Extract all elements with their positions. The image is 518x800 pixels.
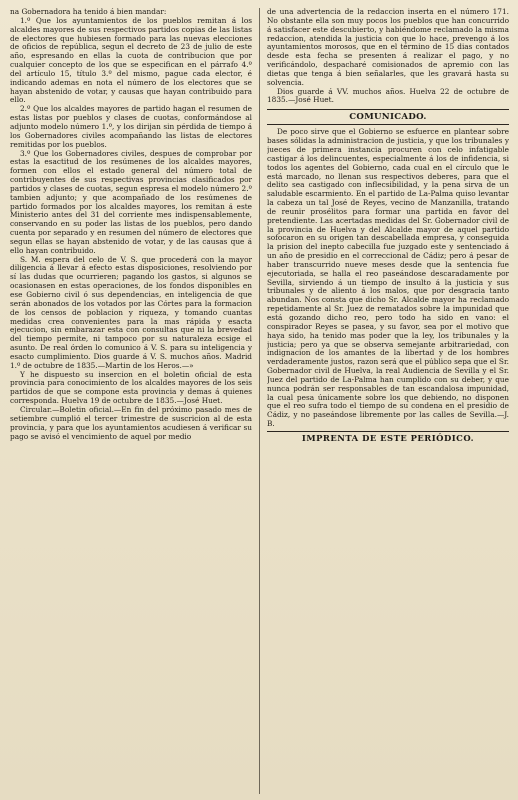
paragraph: Circular.—Boletin oficial.—En fin del próximo pasado mes de setiembre cumplió el tercer trimestre de suscricion al de esta provincia, y para que los ayuntamientos acudiesen á verificar su pago se avisó el vencimiento de aquel por medio [10,404,253,441]
paragraph: 2.º Que los alcaldes mayores de partido hagan el resumen de estas listas por pueblos y clases de cuotas, conformándose al adjunto modelo número 1.º, y los dirijan sin pérdida de tiempo á los Gobernadores civiles acompañando las listas de electores remitidas por los pueblos. [10,104,253,149]
paragraph: De poco sirve que el Gobierno se esfuerce en plantear sobre bases sólidas la administracion de justicia, y que los tribunales y jueces de primera instancia procuren con celo infatigable castigar á los delincuentes, especialmente á los de infidencia, si todos los agentes del Gobierno, cada cual en el círculo que le está marcado, no llenan sus respectivos deberes, para que el delito sea castigado con inflecsibilidad, y la pena sirva de un saludable escarmiento. En el partido de La-Palma quiso levantar la cabeza un tal José de Reyes, vecino de Manzanilla, tratando de reunir prosélitos para formar una partida en favor del pretendiente. Las acertadas medidas del Sr. Gobernador civil de la provincia de Huelva y del Alcalde mayor de aquel partido sofocaron en su origen tan descabellada empresa, y conseguida la prision del inepto cabecilla fue juzgado este y sentenciado á un año de presidio en el correccional de Cádiz; pero á pesar de haber transcurrido nueve meses desde que la sentencia fue ejecutoriada, se halla el reo paseándose descaradamente por Sevilla, sirviendo á un tiempo de insulto á la justicia y sus tribunales y de aliento á los malos, que por desgracia tanto abundan. Nos consta que dicho Sr. Alcalde mayor ha reclamado repetidamente al Sr. Juez de rematados sobre la impunidad que está gozando dicho reo, pero todo ha sido en vano: el conspirador Reyes se pasea, y su favor, sea por el motivo que haya sido, ha tenido mas poder que la ley, los tribunales y la justicia; pero ya que se observa semejante arbitrariedad, con indignacion de los amantes de la libertad y de los hombres verdaderamente justos, razon será que el público sepa que el Sr. Gobernador civil de Huelva, la real Audiencia de Sevilla y el Sr. Juez del partido de La-Palma han cumplido con su deber, y que nunca podrán ser responsables de tan escandalosa impunidad, la cual pesa únicamente sobre los que debiendo, no disponen que el reo sufra todo el tiempo de su condena en el presidio de Cádiz, y no paseándose libremente por las calles de Sevilla.—J. B. [266,127,509,429]
printer-footer: IMPRENTA DE ESTE PERIÓDICO. [267,431,509,443]
paragraph: 1.º Que los ayuntamientos de los pueblos remitan á los alcaldes mayores de sus respectivos partidos copias de las listas de electores que hubiesen formado para las nuevas elecciones de oficios de república, segun el decreto de 23 de julio de este año, espresando en ellas la cuota de contribucion que por cualquier concepto de los que se especifican en el párrafo 4.º del artículo 15, título 3.º del mismo, pague cada elector, é indicando ademas en nota el número de los electores que se hayan abstenido de votar, y causas que hayan contribuido para ello. [10,15,253,105]
paragraph: 3.º Que los Gobernadores civiles, despues de comprobar por estas la esactitud de los resúmenes de los alcaldes mayores, formen con ellos el estado general del número total de contribuyentes de sus respectivas provincias clasificados por partidos y clases de cuotas, segun espresa el modelo número 2.º tambien adjunto; y que acompañado de los resúmenes de partido formados por los alcaldes mayores, los remitan á este Ministerio antes del 31 del corriente mes indispensablemente, conservando en su poder las listas de los pueblos, pero dando cuenta por separado y en resumen del número de electores que segun ellas se hayan abstenido de votar, y de las causas que á ello hayan contribuido. [10,148,253,255]
communique-text [267,128,509,429]
paragraph: S. M. espera del celo de V. S. que procederá con la mayor diligencia á llevar á efecto estas disposiciones, resolviendo por sí las dudas que ocurrieren; pagando los gastos, si algunos se ocasionasen en estas operaciones, de los fondos disponibles en ese Gobierno civil ó sus dependencias, en inteligencia de que serán abonados de los votados por las Córtes para la formacion de los censos de poblacion y riqueza, y tomando cuantas medidas crea convenientes para la mas rápida y esacta ejecucion, sin embarazar esta con consultas que ni la brevedad del tiempo permite, ni tampoco por su naturaleza ecsige el asunto. De real órden lo comunico á V. S. para su inteligencia y esacto cumplimiento. Dios guarde á V. S. muchos años. Madrid 1.º de octubre de 1835.—Martin de los Heros.—» [10,254,253,370]
paragraph: Dios guarde á VV. muchos años. Huelva 22 de octubre de 1835.—José Huet. [266,86,509,105]
paragraph: Y he dispuesto su insercion en el boletin oficial de esta provincia para conocimiento de los alcaldes mayores de los seis partidos de que se compone esta provincia y demas á quienes corresponda. Huelva 19 de octubre de 1835.—José Huet. [10,369,253,406]
right-top-text [267,8,509,105]
right-column [267,8,509,794]
paragraph: de una advertencia de la redaccion inserta en el número 171. No obstante ella son muy pocos los pueblos que han concurrido á satisfacer este descubierto, y habiéndome reclamado la misma redaccion, atendida la justicia con que lo hace, prevengo á los ayuntamientos morosos, que en el término de 15 dias contados desde esta fecha se presenten á realizar el pago, y no verificándolo, despacharé comisionados de apremio con las dietas que tenga á bien señalarles, que les gravará hasta su solvencia. [266,8,509,87]
column-divider [259,8,260,794]
left-column [10,8,252,794]
section-heading: COMUNICADO. [267,109,509,125]
paragraph: na Gobernadora ha tenido á bien mandar: [10,8,167,16]
